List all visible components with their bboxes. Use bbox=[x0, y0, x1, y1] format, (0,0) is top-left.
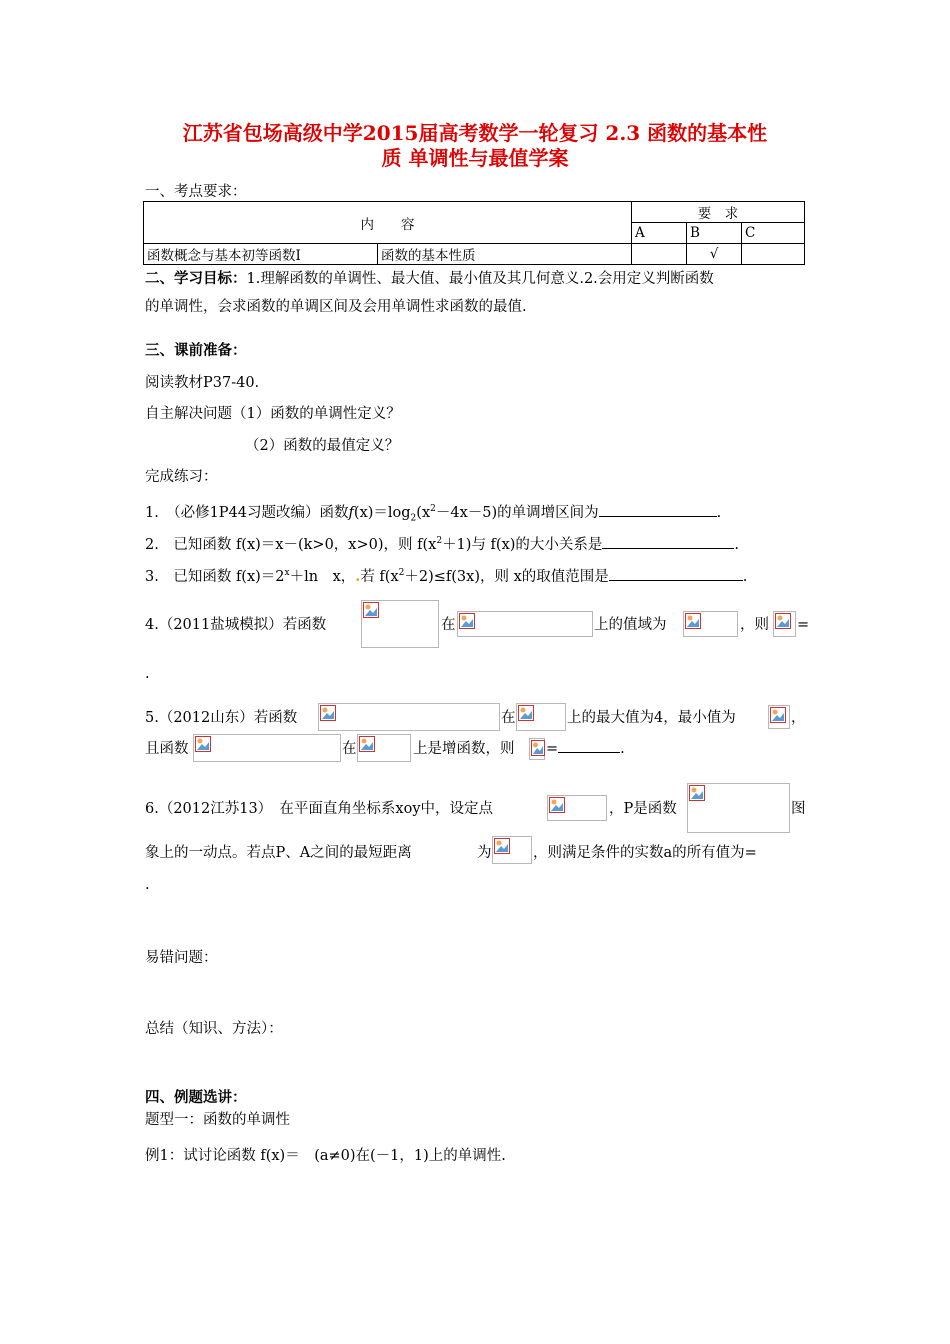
table-cell-topic: 函数概念与基本初等函数Ⅰ bbox=[144, 244, 378, 265]
broken-image-icon bbox=[320, 705, 336, 721]
table-level-b: B bbox=[687, 223, 742, 244]
ex6-function-image bbox=[687, 783, 790, 833]
ex1-log-base: 2 bbox=[410, 513, 417, 524]
ex4-text-d: ，则 bbox=[740, 617, 769, 633]
mistakes-heading: 易错问题： bbox=[145, 950, 218, 966]
ex6-text-b: ，P是函数 bbox=[609, 801, 677, 817]
ex5-interval2-image bbox=[357, 734, 411, 762]
ex4-function-image bbox=[361, 600, 439, 648]
ex1-f: f bbox=[348, 504, 354, 521]
ex4-text-a: 4.（2011盐城模拟）若函数 bbox=[145, 617, 327, 633]
broken-image-icon bbox=[689, 785, 705, 801]
ex3-mid: ＋ln x， bbox=[289, 568, 356, 585]
page-title-line1: 江苏省包场高级中学2015届高考数学一轮复习 2.3 函数的基本性 bbox=[182, 121, 768, 145]
question-type-1: 题型一：函数的单调性 bbox=[145, 1112, 290, 1128]
broken-image-icon bbox=[775, 613, 791, 629]
summary-heading: 总结（知识、方法）： bbox=[145, 1021, 283, 1037]
ex4-unknown-image bbox=[773, 611, 796, 637]
ex5-interval-image bbox=[516, 703, 566, 731]
ex5-min-image bbox=[768, 705, 790, 729]
exercise-2: 2. 已知函数 f(x)＝x－(k>0，x>0)，则 $f(x^2+1)$与 f(x)的大小关系是 . bbox=[145, 536, 740, 553]
section1-heading: 一、考点要求： bbox=[145, 184, 247, 200]
ex3-mid2: 若 f(x bbox=[360, 568, 399, 585]
ex5-text-f: 在 bbox=[342, 741, 357, 757]
table-cell-item: 函数的基本性质 bbox=[378, 244, 632, 265]
broken-image-icon bbox=[494, 838, 510, 854]
question-1: 自主解决问题（1）函数的单调性定义？ bbox=[145, 406, 401, 422]
broken-image-icon bbox=[549, 797, 565, 813]
ex5-text-e: 且函数 bbox=[145, 741, 189, 757]
ex3-exponent: x bbox=[284, 568, 290, 578]
broken-image-icon bbox=[685, 613, 701, 629]
ex2-rest: ＋1)与 f(x)的大小关系是 bbox=[442, 536, 603, 553]
broken-image-icon bbox=[195, 736, 211, 752]
broken-image-icon bbox=[359, 736, 375, 752]
broken-image-icon bbox=[363, 602, 379, 618]
exercise-1: 1. （必修1P44习题改编）函数$f(x)=\log_2(x^2-4x-5)$的单调增区间为 . bbox=[145, 504, 722, 524]
ex6-text-d: 象上的一动点。若点P、A之间的最短距离 bbox=[145, 845, 412, 861]
ex5-function-image bbox=[318, 703, 500, 731]
ex5-text-d: ， bbox=[791, 710, 806, 726]
ex6-distance-image bbox=[492, 836, 532, 864]
broken-image-icon bbox=[770, 707, 786, 723]
ex2-text: 2. 已知函数 f(x)＝x－(k>0，x>0)，则 f(x bbox=[145, 536, 437, 553]
table-level-c: C bbox=[742, 223, 805, 244]
ex5-text-c: 上的最大值为4，最小值为 bbox=[567, 710, 736, 726]
section2-line2: 的单调性，会求函数的单调区间及会用单调性求函数的最值. bbox=[145, 299, 527, 315]
ex5-text-h: = bbox=[546, 741, 559, 757]
ex1-exponent: 2 bbox=[430, 504, 436, 514]
ex2-exponent: 2 bbox=[436, 536, 443, 546]
ex6-text-f: ，则满足条件的实数a的所有值为= bbox=[533, 845, 757, 861]
ex5-unknown-image bbox=[529, 738, 545, 760]
ex5-text-a: 5.（2012山东）若函数 bbox=[145, 710, 298, 726]
ex3-answer-blank[interactable] bbox=[609, 568, 743, 581]
broken-image-icon bbox=[531, 740, 545, 756]
ex5-text-b: 在 bbox=[501, 710, 516, 726]
ex4-text-e: = bbox=[797, 617, 810, 633]
ex5-text-g: 上是增函数，则 bbox=[413, 741, 515, 757]
broken-image-icon bbox=[459, 613, 475, 629]
table-level-a: A bbox=[632, 223, 687, 244]
ex5-function2-image bbox=[193, 734, 341, 762]
ex1-text: 1. （必修1P44习题改编）函数 bbox=[145, 504, 349, 521]
ex3-rest: ＋2)≤f(3x)，则 x的取值范围是 bbox=[404, 568, 609, 585]
ex4-text-c: 上的值域为 bbox=[594, 617, 667, 633]
ex6-text-a: 6.（2012江苏13） 在平面直角坐标系xoy中，设定点 bbox=[145, 801, 494, 817]
page-title-line2: 质 单调性与最值学案 bbox=[381, 146, 569, 170]
ex5-answer-blank[interactable] bbox=[558, 740, 620, 753]
section4-heading: 四、例题选讲： bbox=[145, 1089, 247, 1106]
section2-heading: 二、学习目标： bbox=[145, 270, 247, 287]
ex1-arg: (x bbox=[416, 504, 431, 521]
ex4-interval-image bbox=[457, 611, 593, 637]
ex6-text-e: 为 bbox=[477, 845, 492, 861]
table-header-content: 内 容 bbox=[144, 202, 632, 244]
ex6-text-g: . bbox=[145, 877, 150, 893]
ex4-range-image bbox=[683, 611, 738, 637]
question-2: （2）函数的最值定义？ bbox=[245, 438, 400, 454]
ex4-text-f: . bbox=[145, 666, 150, 682]
table-cell-a bbox=[632, 244, 687, 265]
table-cell-b: √ bbox=[687, 244, 742, 265]
ex1-answer-blank[interactable] bbox=[599, 504, 717, 517]
table-cell-c bbox=[742, 244, 805, 265]
table-header-requirement: 要 求 bbox=[632, 202, 805, 223]
ex6-text-c: 图 bbox=[791, 801, 806, 817]
page-title bbox=[140, 121, 810, 171]
ex1-rest: －4x－5)的单调增区间为 bbox=[435, 504, 599, 521]
section3-heading: 三、课前准备： bbox=[145, 342, 247, 359]
ex4-text-b: 在 bbox=[441, 617, 456, 633]
ex2-answer-blank[interactable] bbox=[602, 536, 734, 549]
reading-line: 阅读教材P37-40. bbox=[145, 375, 260, 391]
ex3-text: 3. 已知函数 f(x)＝2 bbox=[145, 568, 285, 585]
ex5-answer bbox=[546, 739, 625, 759]
ex5-text-i: . bbox=[620, 741, 625, 757]
exercise-3: 3. 已知函数 $f(x)=2^x+\ln$ x，.若 $f(x^2+2)\le f(3x)$，则 x的取值范围是 . bbox=[145, 567, 748, 585]
ex3-exponent2: 2 bbox=[398, 568, 405, 578]
ex6-point-image bbox=[547, 795, 607, 821]
ex1-log: (x)＝log bbox=[353, 504, 411, 521]
section2-line1: 1.理解函数的单调性、最大值、最小值及其几何意义.2.会用定义判断函数 bbox=[246, 271, 714, 287]
practice-heading: 完成练习： bbox=[145, 469, 218, 485]
section2-goals bbox=[145, 269, 714, 289]
example-1: 例1：试讨论函数 f(x)＝ (a≠0)在(－1，1)上的单调性. bbox=[145, 1148, 506, 1164]
broken-image-icon bbox=[518, 705, 534, 721]
requirements-table bbox=[143, 201, 805, 265]
